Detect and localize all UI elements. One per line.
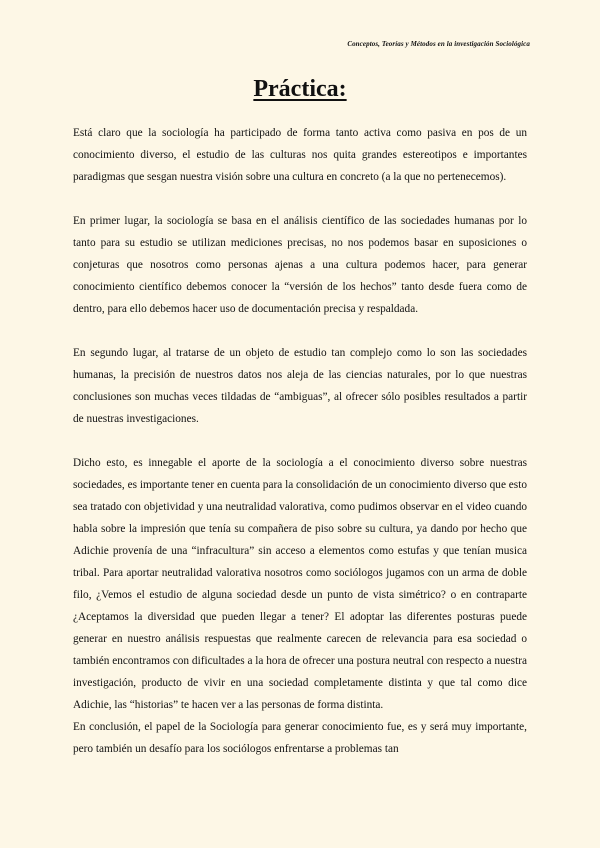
document-body bbox=[73, 122, 527, 760]
paragraph-second-point: En segundo lugar, al tratarse de un objeto de estudio tan complejo como lo son las sociedades humanas, la precisión de nuestros datos nos aleja de las ciencias naturales, por lo que nuestras conclusiones son muchas veces tildadas de “ambiguas”, al ofrecer sólo posibles resultados a partir de nuestras investigaciones. bbox=[73, 347, 527, 425]
paragraph-conclusion: En conclusión, el papel de la Sociología para generar conocimiento fue, es y será muy importante, pero también un desafío para los sociólogos enfrentarse a problemas tan bbox=[73, 721, 527, 755]
paragraph-discussion: Dicho esto, es innegable el aporte de la sociología a el conocimiento diverso sobre nuestras sociedades, es importante tener en cuenta para la consolidación de un conocimiento diverso que esto sea tratado con objetividad y una neutralidad valorativa, como pudimos observar en el video cuando habla sobre la impresión que tenía su compañera de piso sobre su cultura, ya dando por hecho que Adichie provenía de una “infracultura” sin acceso a elementos como estufas y que tenían musica tribal. Para aportar neutralidad valorativa nosotros como sociólogos jugamos con un arma de doble filo, ¿Vemos el estudio de alguna sociedad desde un punto de vista simétrico? o en contraparte ¿Aceptamos la diversidad que pueden llegar a tener? El adoptar las diferentes posturas puede generar en nuestro análisis respuestas que realmente carecen de relevancia para esa sociedad o también encontramos con dificultades a la hora de ofrecer una postura neutral con respecto a nuestra investigación, producto de vivir en una sociedad completamente distinta y que tal como dice Adichie, las “historias” te hacen ver a las personas de forma distinta. bbox=[73, 457, 527, 711]
page-title: Práctica: bbox=[253, 76, 347, 102]
paragraph-intro: Está claro que la sociología ha participado de forma tanto activa como pasiva en pos de un conocimiento diverso, el estudio de las culturas nos quita grandes estereotipos e importantes paradigmas que sesgan nuestra visión sobre una cultura en concreto (a la que no pertenecemos). bbox=[73, 127, 527, 183]
paragraph-first-point: En primer lugar, la sociología se basa en el análisis científico de las sociedades humanas por lo tanto para su estudio se utilizan mediciones precisas, no nos podemos basar en suposiciones o conjeturas que nosotros como personas ajenas a una cultura podemos hacer, para generar conocimiento científico debemos conocer la “versión de los hechos” tanto desde fuera como de dentro, para ello debemos hacer uso de documentación precisa y respaldada. bbox=[73, 215, 527, 315]
running-header: Conceptos, Teorías y Métodos en la investigación Sociológica bbox=[347, 40, 530, 48]
